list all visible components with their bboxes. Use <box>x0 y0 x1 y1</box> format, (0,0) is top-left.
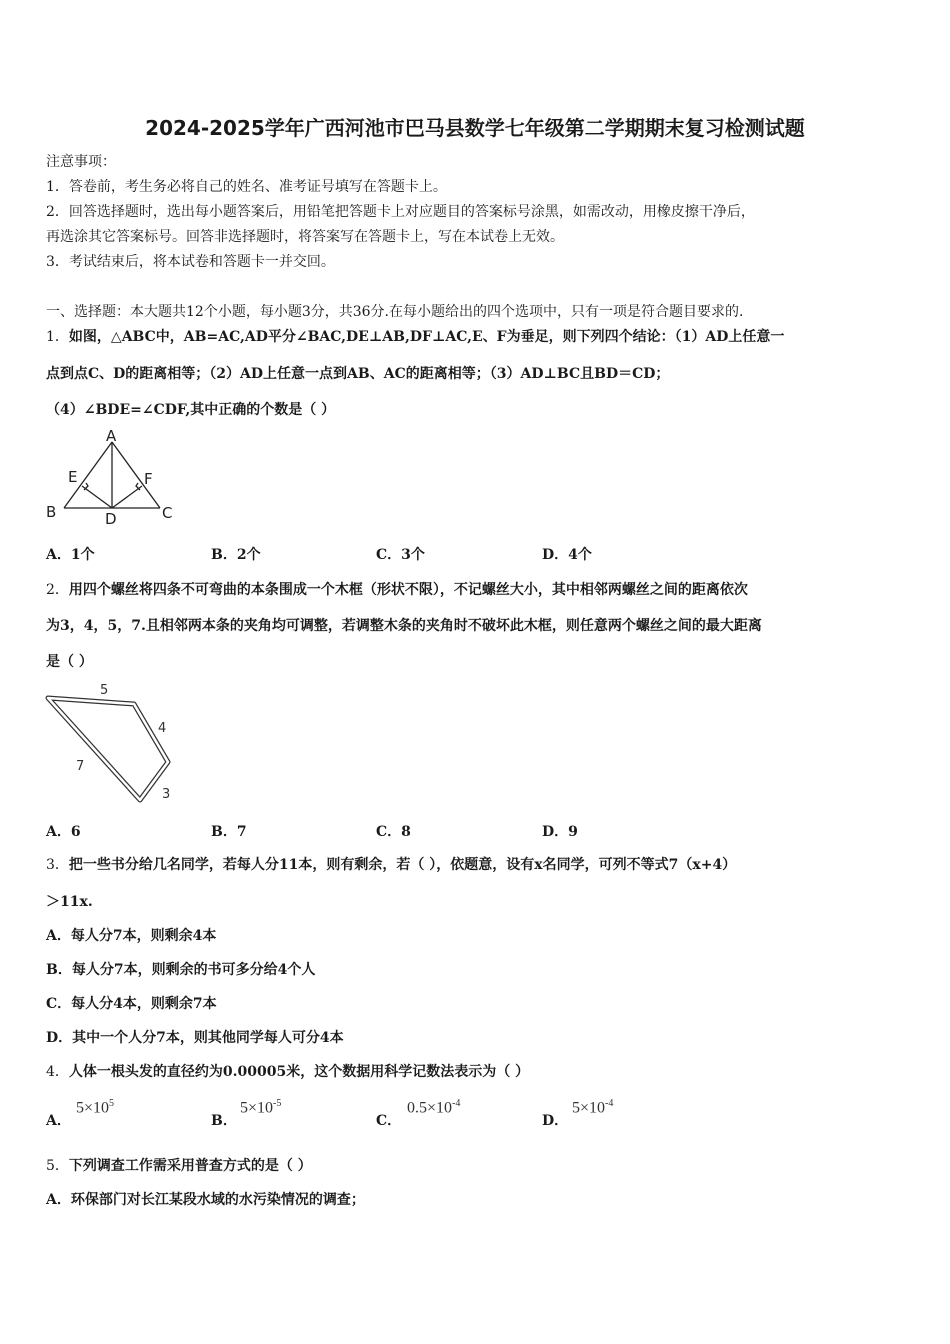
q1-option-c[interactable]: C．3个 <box>376 547 425 563</box>
q5-text-1: 下列调查工作需采用普查方式的是（ ） <box>68 1158 312 1174</box>
notice-item-2: 2．回答选择题时，选出每小题答案后，用铅笔把答题卡上对应题目的答案标号涂黑，如需改动，用橡皮擦干净后， <box>46 204 755 220</box>
quadrilateral-figure <box>40 680 190 810</box>
segment-de <box>82 486 112 508</box>
label-d: D <box>105 510 117 528</box>
notice-heading: 注意事项： <box>46 154 116 170</box>
label-left-length: 7 <box>76 759 85 774</box>
notice-item-3: 3．考试结束后，将本试卷和答题卡一并交回。 <box>46 254 335 270</box>
q2-option-a[interactable]: A．6 <box>46 824 81 840</box>
q2-option-c[interactable]: C．8 <box>376 824 411 840</box>
q4-option-b-letter[interactable]: B． <box>211 1113 237 1129</box>
q1-option-d[interactable]: D．4个 <box>542 547 592 563</box>
q4-option-d-value[interactable] <box>572 1098 613 1117</box>
q4-option-a-value[interactable] <box>76 1098 114 1117</box>
section-heading: 一、选择题：本大题共12个小题，每小题3分，共36分.在每小题给出的四个选项中，只有一项是符合题目要求的. <box>46 304 744 320</box>
q3-option-c[interactable]: C．每人分4本，则剩余7本 <box>46 996 217 1012</box>
q2-line1 <box>46 580 748 600</box>
label-e: E <box>68 468 78 486</box>
q1-option-a[interactable]: A．1个 <box>46 547 95 563</box>
label-a: A <box>106 428 117 445</box>
q4-option-b-exp: -5 <box>273 1098 282 1109</box>
q2-option-d[interactable]: D．9 <box>542 824 578 840</box>
q1-option-b[interactable]: B．2个 <box>211 547 261 563</box>
label-bottom-length: 3 <box>162 787 171 802</box>
q2-text-1: 用四个螺丝将四条不可弯曲的本条围成一个木框（形状不限），不记螺丝大小，其中相邻两螺丝之间的距离依次 <box>68 582 748 598</box>
q5-line1 <box>46 1156 312 1176</box>
q1-line3: （4）∠BDE=∠CDF,其中正确的个数是（ ） <box>46 402 336 418</box>
segment-df <box>112 486 142 508</box>
q4-text-1: 人体一根头发的直径约为0.00005米，这个数据用科学记数法表示为（ ） <box>68 1064 530 1080</box>
q4-line1 <box>46 1062 529 1082</box>
q1-line2: 点到点C、D的距离相等；（2）AD上任意一点到AB、AC的距离相等；（3）AD⊥BC且BD＝CD； <box>46 366 670 382</box>
q4-number: 4． <box>46 1064 69 1080</box>
segment-ac <box>112 442 160 508</box>
label-c: C <box>162 504 173 522</box>
q3-number: 3． <box>46 857 69 873</box>
q3-option-b[interactable]: B．每人分7本，则剩余的书可多分给4个人 <box>46 962 316 978</box>
q3-option-a[interactable]: A．每人分7本，则剩余4本 <box>46 928 217 944</box>
q1-line1 <box>46 327 784 347</box>
q4-option-b-value[interactable] <box>240 1098 281 1117</box>
q4-option-a-exp: 5 <box>109 1098 115 1109</box>
notice-item-1: 1．答卷前，考生务必将自己的姓名、准考证号填写在答题卡上。 <box>46 179 447 195</box>
notice-item-2-cont: 再选涂其它答案标号。回答非选择题时，将答案写在答题卡上，写在本试卷上无效。 <box>46 229 564 245</box>
q4-option-b-base: 5×10 <box>240 1099 274 1117</box>
q4-option-d-exp: -4 <box>605 1098 614 1109</box>
q5-option-a[interactable]: A．环保部门对长江某段水域的水污染情况的调查； <box>46 1192 365 1208</box>
label-f: F <box>144 470 153 488</box>
q4-option-d-base: 5×10 <box>572 1099 606 1117</box>
q2-line3: 是（ ） <box>46 654 93 670</box>
page-title: 2024-2025学年广西河池市巴马县数学七年级第二学期期末复习检测试题 <box>145 116 805 140</box>
q5-number: 5． <box>46 1158 69 1174</box>
q3-line1 <box>46 855 736 875</box>
q1-text-1: 如图，△ABC中，AB=AC,AD平分∠BAC,DE⊥AB,DF⊥AC,E、F为垂足，则下列四个结论：（1）AD上任意一 <box>68 329 785 345</box>
wood-frame-inner <box>48 698 171 802</box>
label-right-length: 4 <box>158 721 167 736</box>
q4-option-c-letter[interactable]: C． <box>376 1113 402 1129</box>
q3-line2: ＞11x. <box>46 894 93 910</box>
q4-option-c-exp: -4 <box>452 1098 461 1109</box>
q1-number: 1． <box>46 329 69 345</box>
q3-text-1: 把一些书分给几名同学，若每人分11本，则有剩余，若（ ），依题意，设有x名同学，可列不等式7（x+4） <box>68 857 737 873</box>
q4-option-d-letter[interactable]: D． <box>542 1113 569 1129</box>
q4-option-a-letter[interactable]: A． <box>46 1113 71 1129</box>
label-b: B <box>46 503 57 521</box>
triangle-figure <box>44 428 184 528</box>
q3-option-d[interactable]: D．其中一个人分7本，则其他同学每人可分4本 <box>46 1030 344 1046</box>
q4-option-a-base: 5×10 <box>76 1099 110 1117</box>
q2-number: 2． <box>46 582 69 598</box>
label-top-length: 5 <box>100 683 109 698</box>
q2-line2: 为3，4，5，7.且相邻两本条的夹角均可调整，若调整木条的夹角时不破坏此木框，则任意两个螺丝之间的最大距离 <box>46 618 762 634</box>
q4-option-c-base: 0.5×10 <box>407 1099 453 1117</box>
q4-option-c-value[interactable] <box>407 1098 460 1117</box>
q2-option-b[interactable]: B．7 <box>211 824 247 840</box>
